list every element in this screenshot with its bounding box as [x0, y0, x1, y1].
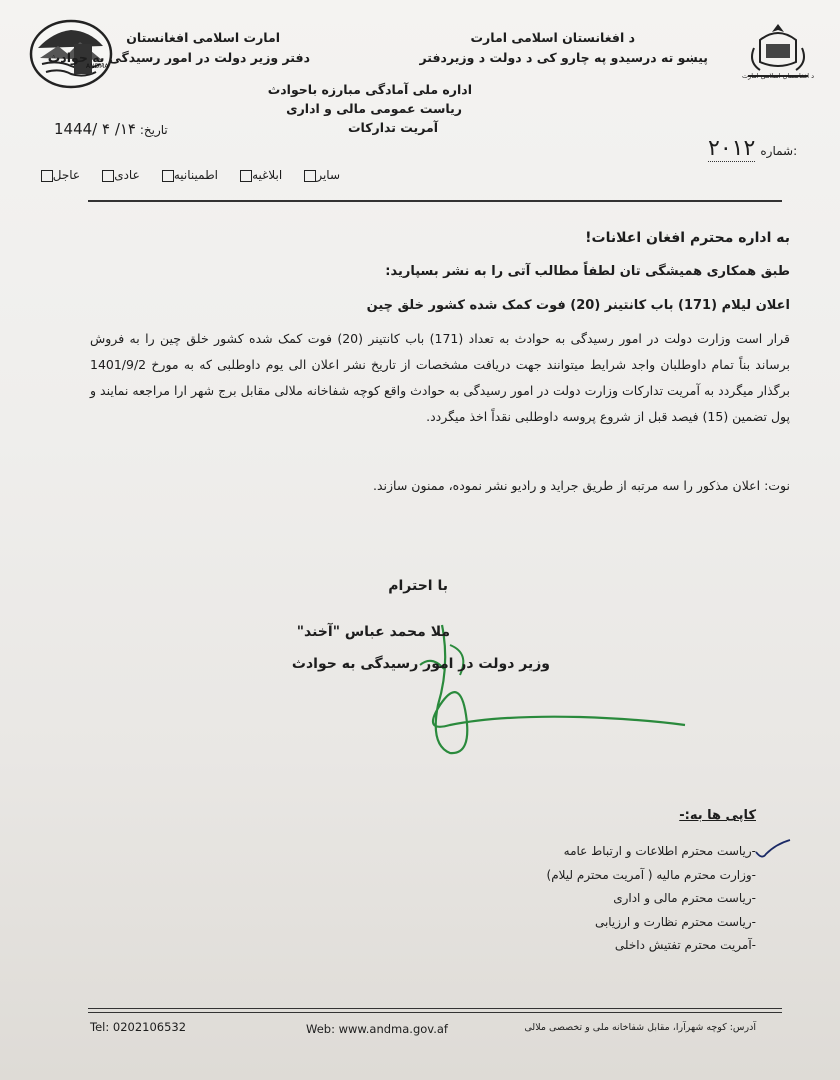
signer-title: وزیر دولت در امور رسیدگی به حوادث — [291, 656, 550, 672]
footer-divider-2 — [88, 1012, 782, 1013]
left-title-1: امارت اسلامی افغانستان — [126, 30, 280, 45]
option-other: سایر — [301, 168, 340, 182]
copy-item: -وزارت محترم مالیه ( آمریت محترم لیلام) — [546, 867, 756, 882]
option-notification: ابلاغیه — [237, 168, 282, 182]
center-line-3: آمریت تدارکات — [348, 120, 438, 135]
checkbox-normal — [102, 170, 114, 182]
andma-logo-text: ANDMA — [86, 63, 109, 70]
header-divider — [88, 200, 782, 202]
footer-divider-1 — [88, 1008, 782, 1009]
copy-item: -آمریت محترم تفتیش داخلی — [614, 938, 756, 952]
body-paragraph: قرار است وزارت دولت در امور رسیدگی به حوادث به تعداد (171) باب کانتینر (20) فوت کمک شده کشور خلق چین را به فروش برساند بناً تمام داوطلبان واجد شرایط میتوانند جهت دریافت مشخصات از تاریخ نشر اعلان الی یوم داوطلبی که به مورخ 1401/9/2 برگذار میگردد به آمریت تدارکات وزارت دولت در امور رسیدگی به حوادث واقع کوچه شفاخانه ملالی مقابل برج شهر ارا مراجعه نمایند و پول تضمین (15) فیصد قبل از شروع پروسه داوطلبی نقداً اخذ میگردد. — [90, 331, 790, 424]
signer-name: ملا محمد عباس "آخند" — [296, 624, 450, 640]
center-line-2: ریاست عمومی مالی و اداری — [286, 101, 462, 116]
number-value: ۲۰۱۲ — [708, 136, 756, 161]
emblem-caption: د افغانستان اسلامی امارت — [741, 72, 814, 80]
option-normal: عادی — [99, 168, 140, 182]
date-field — [54, 120, 168, 138]
right-title-2: پیښو ته درسیدو په چارو کی د دولت د وزیردفتر — [419, 50, 708, 65]
option-urgent: عاجل — [38, 168, 80, 182]
number-label: شماره: — [760, 144, 798, 158]
intro-line: طبق همکاری همیشگی تان لطفاً مطالب آتی را به نشر بسپارید: — [385, 264, 790, 279]
check-mark-icon — [752, 838, 792, 862]
footer-address: آدرس: کوچه شهرآرا، مقابل شفاخانه ملی و تخصصی ملالی — [524, 1022, 756, 1033]
checkbox-assurance — [162, 170, 174, 182]
subject-line: اعلان لیلام (171) باب کانتینر (20) فوت کمک شده کشور خلق چین — [366, 298, 790, 313]
left-title-2: دفتر وزیر دولت در امور رسیدگی به حوادث — [47, 50, 310, 65]
footer-tel: Tel: 0202106532 — [90, 1020, 187, 1034]
date-label: تاریخ: — [139, 123, 168, 137]
checkbox-urgent — [41, 170, 53, 182]
checkbox-other — [304, 170, 316, 182]
right-title-1: د افغانستان اسلامی امارت — [470, 30, 635, 45]
date-value: 1444/ ۴ /۱۴ — [54, 120, 136, 138]
copies-list — [356, 840, 756, 958]
copy-item: -ریاست محترم اطلاعات و ارتباط عامه — [563, 844, 756, 858]
note-line: نوت: اعلان مذکور را سه مرتبه از طریق جراید و رادیو نشر نموده، ممنون سازند. — [373, 478, 790, 493]
closing: با احترام — [388, 578, 448, 594]
emirate-emblem — [740, 18, 816, 88]
salutation: به اداره محترم افغان اعلانات! — [585, 230, 790, 246]
number-field — [708, 136, 797, 161]
copy-item: -ریاست محترم نظارت و ارزیابی — [594, 914, 756, 929]
copy-item: -ریاست محترم مالی و اداری — [613, 891, 756, 905]
center-line-1: اداره ملی آمادگی مبارزه باحوادث — [267, 82, 472, 97]
checkbox-notification — [240, 170, 252, 182]
priority-options — [24, 164, 340, 183]
footer-web: Web: www.andma.gov.af — [306, 1022, 448, 1036]
option-assurance: اطمینانیه — [159, 168, 218, 182]
copies-title: کاپی ها به:- — [679, 808, 756, 823]
